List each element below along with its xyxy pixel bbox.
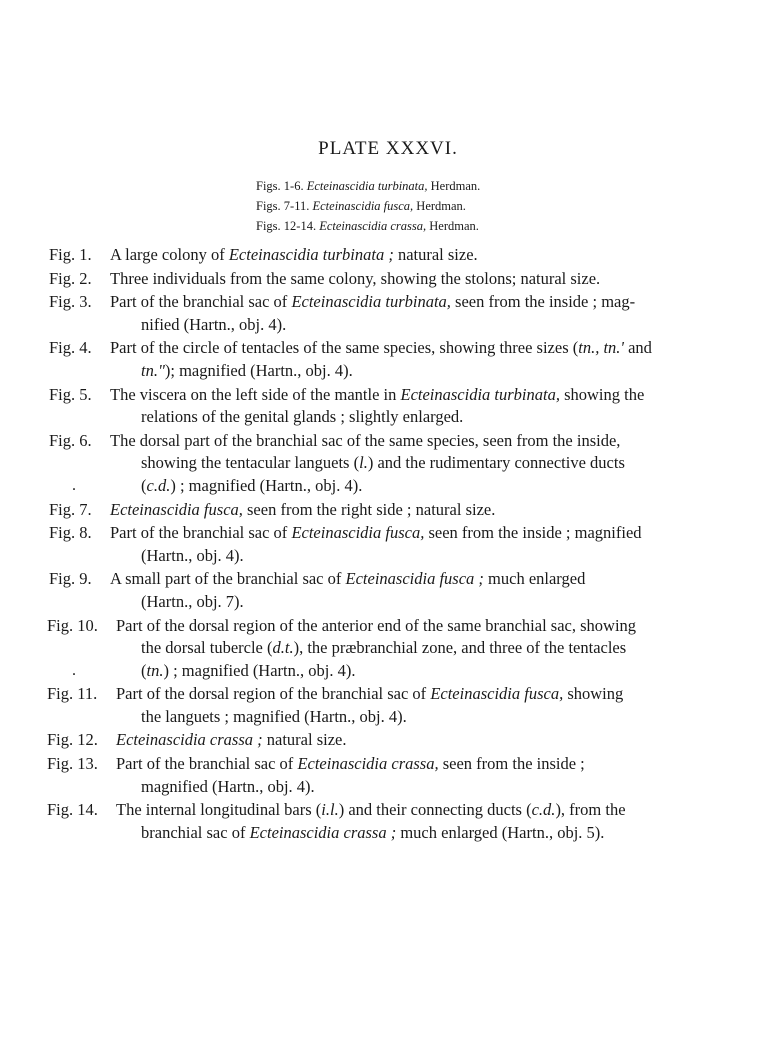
caption-fragment: Part of the branchial sac of xyxy=(110,523,292,543)
caption-line xyxy=(0,776,776,799)
figure-label: Fig. 3. xyxy=(49,292,92,312)
caption-fragment: Part of the circle of tentacles of the same species, showing three sizes ( xyxy=(110,338,579,358)
figure-label: Fig. 10. xyxy=(47,615,98,635)
caption-line xyxy=(0,430,776,453)
caption-italic: i.l. xyxy=(321,800,339,820)
figure-label: Fig. 1. xyxy=(49,245,92,264)
figure-caption xyxy=(0,291,776,336)
figure-list xyxy=(0,244,776,845)
caption-italic: Ecteinascidia fusca, xyxy=(291,523,425,543)
caption-text xyxy=(116,615,636,638)
figure-caption xyxy=(0,499,776,522)
figure-label: Fig. 14. xyxy=(47,800,98,820)
caption-line xyxy=(0,475,776,498)
caption-fragment: The internal longitudinal bars ( xyxy=(116,800,322,820)
caption-text xyxy=(141,637,626,660)
caption-fragment: The dorsal part of the branchial sac of the same species, seen from the inside, xyxy=(110,430,621,450)
figure-caption xyxy=(0,568,776,613)
caption-text xyxy=(116,753,585,776)
caption-text xyxy=(110,244,478,267)
caption-line xyxy=(0,637,776,660)
subtitle-line xyxy=(256,176,576,196)
caption-italic: Ecteinascidia crassa ; xyxy=(116,730,263,750)
figure-caption xyxy=(0,522,776,567)
caption-italic: tn. xyxy=(146,660,164,680)
caption-fragment: ) ; magnified (Hartn., obj. 4). xyxy=(163,660,356,680)
caption-fragment: seen from the right side ; natural size. xyxy=(242,499,496,519)
caption-text xyxy=(141,706,407,729)
caption-line xyxy=(0,291,776,314)
caption-text xyxy=(116,683,623,706)
caption-fragment: Three individuals from the same colony, showing the stolons; natural size. xyxy=(110,268,601,288)
caption-fragment: ), the præbranchial zone, and three of the tentacles xyxy=(293,638,627,658)
caption-text xyxy=(116,729,346,752)
caption-fragment: ), from the xyxy=(555,800,626,820)
figure-label: Fig. 4. xyxy=(49,338,92,358)
caption-fragment: natural size. xyxy=(393,245,478,264)
caption-line xyxy=(0,683,776,706)
caption-text xyxy=(141,314,286,337)
caption-fragment: magnified (Hartn., obj. 4). xyxy=(141,776,315,796)
caption-fragment: ) and the rudimentary connective ducts xyxy=(367,453,625,473)
caption-text xyxy=(110,430,620,453)
caption-fragment: The viscera on the left side of the mantle in xyxy=(110,384,401,404)
subtitle-author: Herdman. xyxy=(429,219,479,233)
caption-text xyxy=(110,522,642,545)
caption-fragment: ( xyxy=(141,660,147,680)
caption-italic: Ecteinascidia turbinata ; xyxy=(228,245,394,264)
caption-fragment: A large colony of xyxy=(110,245,229,264)
caption-line xyxy=(0,799,776,822)
caption-italic: c.d. xyxy=(146,475,171,495)
caption-text xyxy=(110,291,635,314)
caption-text xyxy=(141,776,315,799)
caption-text xyxy=(110,568,585,591)
caption-text xyxy=(141,475,362,498)
figure-caption xyxy=(0,799,776,844)
caption-fragment: showing xyxy=(563,684,624,704)
figure-caption xyxy=(0,268,776,291)
figure-caption xyxy=(0,753,776,798)
subtitle-species: Ecteinascidia crassa, xyxy=(319,219,427,233)
subtitle-line xyxy=(256,196,576,216)
subtitle-figs: Figs. 7-11. xyxy=(256,199,310,213)
figure-caption xyxy=(0,683,776,728)
caption-fragment: natural size. xyxy=(262,730,347,750)
caption-text xyxy=(110,499,495,522)
caption-text xyxy=(110,268,600,291)
subtitle-author: Herdman. xyxy=(430,179,481,193)
caption-text xyxy=(110,337,652,360)
caption-text xyxy=(141,360,353,383)
caption-line xyxy=(0,406,776,429)
caption-line xyxy=(0,337,776,360)
caption-italic: Ecteinascidia turbinata, xyxy=(400,384,560,404)
caption-fragment: the languets ; magnified (Hartn., obj. 4). xyxy=(141,706,407,726)
figure-caption xyxy=(0,430,776,498)
plate-subtitles xyxy=(256,176,576,236)
caption-fragment: (Hartn., obj. 4). xyxy=(141,545,244,565)
caption-text xyxy=(141,591,244,614)
caption-line xyxy=(0,568,776,591)
caption-line xyxy=(0,753,776,776)
caption-fragment: Part of the dorsal region of the anterior end of the same branchial sac, showing xyxy=(116,615,637,635)
caption-line xyxy=(0,244,776,267)
subtitle-figs: Figs. 12-14. xyxy=(256,219,317,233)
plate-title: PLATE XXXVI. xyxy=(318,138,458,159)
caption-fragment: ); magnified (Hartn., obj. 4). xyxy=(164,360,353,380)
caption-line xyxy=(0,360,776,383)
caption-line xyxy=(0,452,776,475)
caption-line xyxy=(0,522,776,545)
caption-line xyxy=(0,591,776,614)
caption-fragment: much enlarged xyxy=(483,569,586,589)
caption-fragment: (Hartn., obj. 7). xyxy=(141,591,244,611)
caption-line xyxy=(0,706,776,729)
caption-fragment: much enlarged (Hartn., obj. 5). xyxy=(396,822,605,842)
caption-fragment: Part of the dorsal region of the branchial sac of xyxy=(116,684,431,704)
caption-fragment: showing the xyxy=(559,384,645,404)
caption-line xyxy=(0,615,776,638)
subtitle-species: Ecteinascidia turbinata, xyxy=(306,179,428,193)
caption-text xyxy=(141,660,355,683)
caption-line xyxy=(0,660,776,683)
caption-italic: Ecteinascidia fusca, xyxy=(430,684,564,704)
caption-fragment: ) and their connecting ducts ( xyxy=(338,800,532,820)
caption-text xyxy=(141,406,463,429)
margin-dot: . xyxy=(72,476,76,494)
caption-text xyxy=(141,545,244,568)
subtitle-species: Ecteinascidia fusca, xyxy=(312,199,414,213)
figure-caption xyxy=(0,244,776,267)
caption-fragment: showing the tentacular languets ( xyxy=(141,453,360,473)
caption-text xyxy=(141,822,604,845)
figure-label: Fig. 13. xyxy=(47,754,98,774)
caption-fragment: branchial sac of xyxy=(141,822,250,842)
figure-caption xyxy=(0,729,776,752)
caption-line xyxy=(0,729,776,752)
caption-text xyxy=(141,452,625,475)
figure-label: Fig. 12. xyxy=(47,730,98,750)
subtitle-figs: Figs. 1-6. xyxy=(256,179,304,193)
caption-line xyxy=(0,822,776,845)
caption-fragment: ) ; magnified (Hartn., obj. 4). xyxy=(170,475,363,495)
caption-line xyxy=(0,384,776,407)
caption-fragment: Part of the branchial sac of xyxy=(116,754,298,774)
figure-label: Fig. 8. xyxy=(49,523,92,543)
caption-italic: Ecteinascidia fusca, xyxy=(110,499,243,519)
caption-line xyxy=(0,268,776,291)
caption-fragment: and xyxy=(623,338,652,358)
caption-italic: Ecteinascidia fusca ; xyxy=(345,569,484,589)
caption-line xyxy=(0,499,776,522)
figure-caption xyxy=(0,337,776,382)
subtitle-line xyxy=(256,216,576,236)
figure-label: Fig. 7. xyxy=(49,499,92,519)
caption-italic: Ecteinascidia crassa, xyxy=(297,754,439,774)
subtitle-author: Herdman. xyxy=(416,199,466,213)
caption-fragment: seen from the inside ; magnified xyxy=(424,523,642,543)
caption-text xyxy=(110,384,644,407)
figure-label: Fig. 6. xyxy=(49,430,92,450)
figure-label: Fig. 2. xyxy=(49,268,92,288)
caption-italic: tn." xyxy=(141,360,165,380)
caption-italic: tn., tn.' xyxy=(578,338,624,358)
margin-dot: . xyxy=(72,661,76,679)
caption-fragment: relations of the genital glands ; slightly enlarged. xyxy=(141,407,464,427)
figure-caption xyxy=(0,615,776,683)
figure-label: Fig. 9. xyxy=(49,569,92,589)
caption-line xyxy=(0,314,776,337)
caption-fragment: seen from the inside ; xyxy=(438,754,585,774)
figure-label: Fig. 5. xyxy=(49,384,92,404)
caption-italic: l. xyxy=(359,453,368,473)
caption-fragment: seen from the inside ; mag- xyxy=(450,292,636,312)
caption-italic: c.d. xyxy=(531,800,556,820)
caption-text xyxy=(116,799,626,822)
caption-fragment: ( xyxy=(141,475,147,495)
caption-italic: Ecteinascidia turbinata, xyxy=(291,292,451,312)
caption-fragment: Part of the branchial sac of xyxy=(110,292,292,312)
caption-fragment: the dorsal tubercle ( xyxy=(141,638,273,658)
figure-caption xyxy=(0,384,776,429)
caption-italic: Ecteinascidia crassa ; xyxy=(249,822,397,842)
caption-fragment: nified (Hartn., obj. 4). xyxy=(141,314,287,334)
caption-line xyxy=(0,545,776,568)
caption-fragment: A small part of the branchial sac of xyxy=(110,569,346,589)
caption-italic: d.t. xyxy=(272,638,294,658)
figure-label: Fig. 11. xyxy=(47,684,98,704)
